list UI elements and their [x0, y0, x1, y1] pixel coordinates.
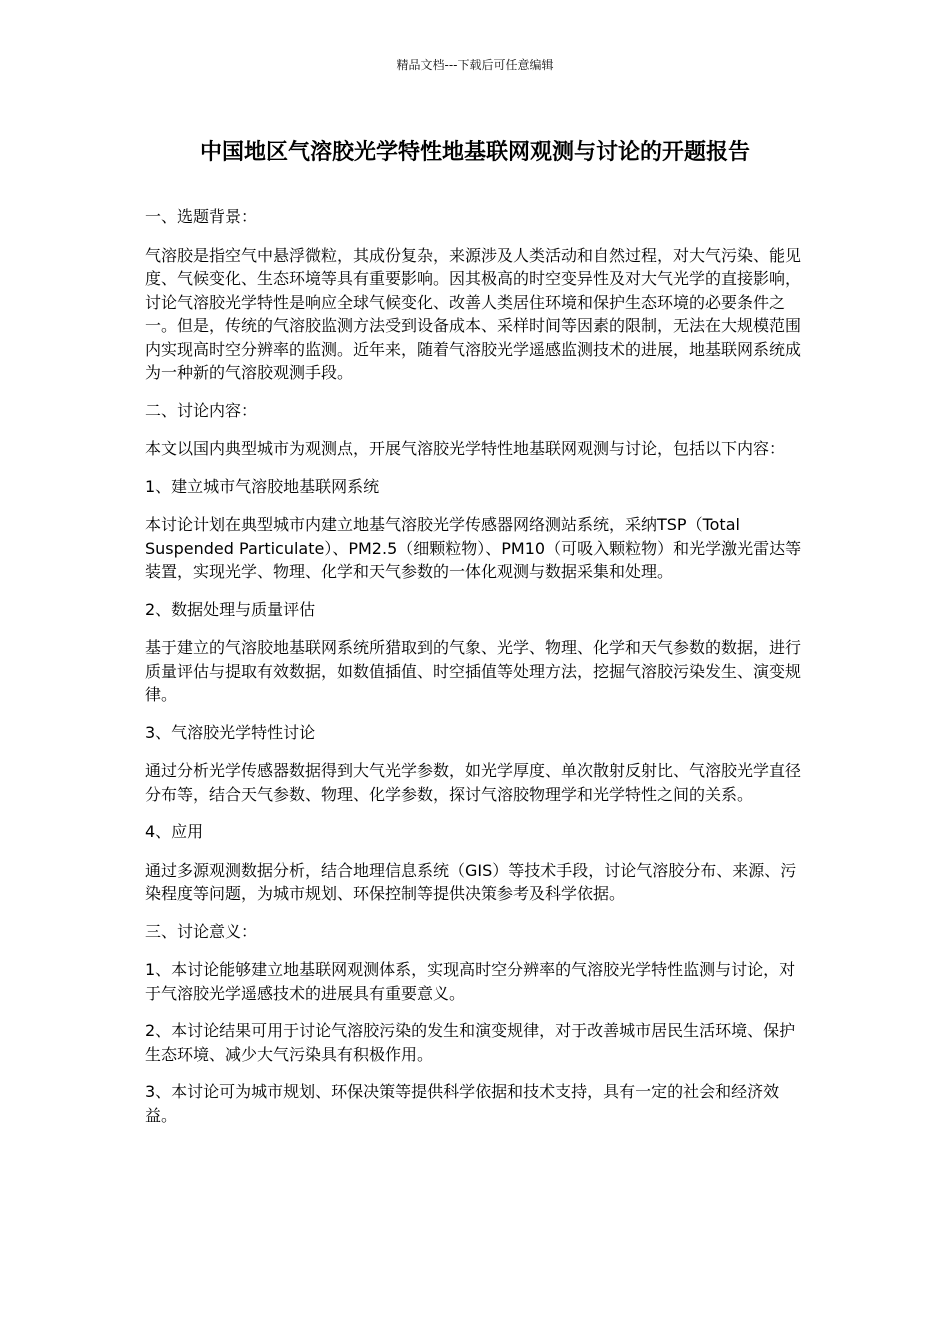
background-paragraph: 气溶胶是指空气中悬浮微粒，其成份复杂，来源涉及人类活动和自然过程，对大气污染、能见度、气候变化、生态环境等具有重要影响。因其极高的时空变异性及对大气光学的直接影响，讨论气溶胶光学特性是响应全球气候变化、改善人类居住环境和保护生态环境的必要条件之一。但是，传统的气溶胶监测方法受到设备成本、采样时间等因素的限制，无法在大规模范围内实现高时空分辨率的监测。近年来，随着气溶胶光学遥感监测技术的进展，地基联网系统成为一种新的气溶胶观测手段。 [145, 245, 802, 382]
content-item-title: 2、数据处理与质量评估 [145, 599, 316, 619]
content-intro-paragraph: 本文以国内典型城市为观测点，开展气溶胶光学特性地基联网观测与讨论，包括以下内容： [145, 439, 786, 458]
page-header: 精品文档---下载后可任意编辑 [396, 58, 554, 72]
significance-point: 3、本讨论可为城市规划、环保决策等提供科学依据和技术支持，具有一定的社会和经济效益。 [145, 1082, 780, 1125]
content-item-title: 4、应用 [145, 822, 204, 841]
content-item-title: 1、建立城市气溶胶地基联网系统 [145, 476, 380, 496]
content-item-paragraph: 本讨论计划在典型城市内建立地基气溶胶光学传感器网络测站系统，采纳TSP（Total Suspended Particulate）、PM2.5（细颗粒物）、PM10（可吸入颗粒物）和光学激光雷达等装置，实现光学、物理、化学和天气参数的一体化观测与数据采集和处理。 [145, 515, 802, 581]
section-heading-background: 一、选题背景： [145, 207, 258, 226]
content-item-paragraph: 基于建立的气溶胶地基联网系统所猎取到的气象、光学、物理、化学和天气参数的数据，进行质量评估与提取有效数据，如数值插值、时空插值等处理方法，挖掘气溶胶污染发生、演变规律。 [145, 638, 802, 704]
content-item-title: 3、气溶胶光学特性讨论 [145, 722, 316, 742]
document-body [145, 205, 810, 1141]
significance-point: 2、本讨论结果可用于讨论气溶胶污染的发生和演变规律，对于改善城市居民生活环境、保护生态环境、减少大气污染具有积极作用。 [145, 1021, 796, 1064]
content-item-paragraph: 通过分析光学传感器数据得到大气光学参数，如光学厚度、单次散射反射比、气溶胶光学直径分布等，结合天气参数、物理、化学参数，探讨气溶胶物理学和光学特性之间的关系。 [145, 761, 802, 804]
section-heading-content: 二、讨论内容： [145, 400, 258, 420]
content-item-paragraph: 通过多源观测数据分析，结合地理信息系统（GIS）等技术手段，讨论气溶胶分布、来源、污染程度等问题，为城市规划、环保控制等提供决策参考及科学依据。 [145, 860, 797, 903]
section-heading-significance: 三、讨论意义： [145, 921, 258, 941]
document-title: 中国地区气溶胶光学特性地基联网观测与讨论的开题报告 [199, 140, 750, 165]
significance-point: 1、本讨论能够建立地基联网观测体系，实现高时空分辨率的气溶胶光学特性监测与讨论，对于气溶胶光学遥感技术的进展具有重要意义。 [145, 960, 796, 1003]
